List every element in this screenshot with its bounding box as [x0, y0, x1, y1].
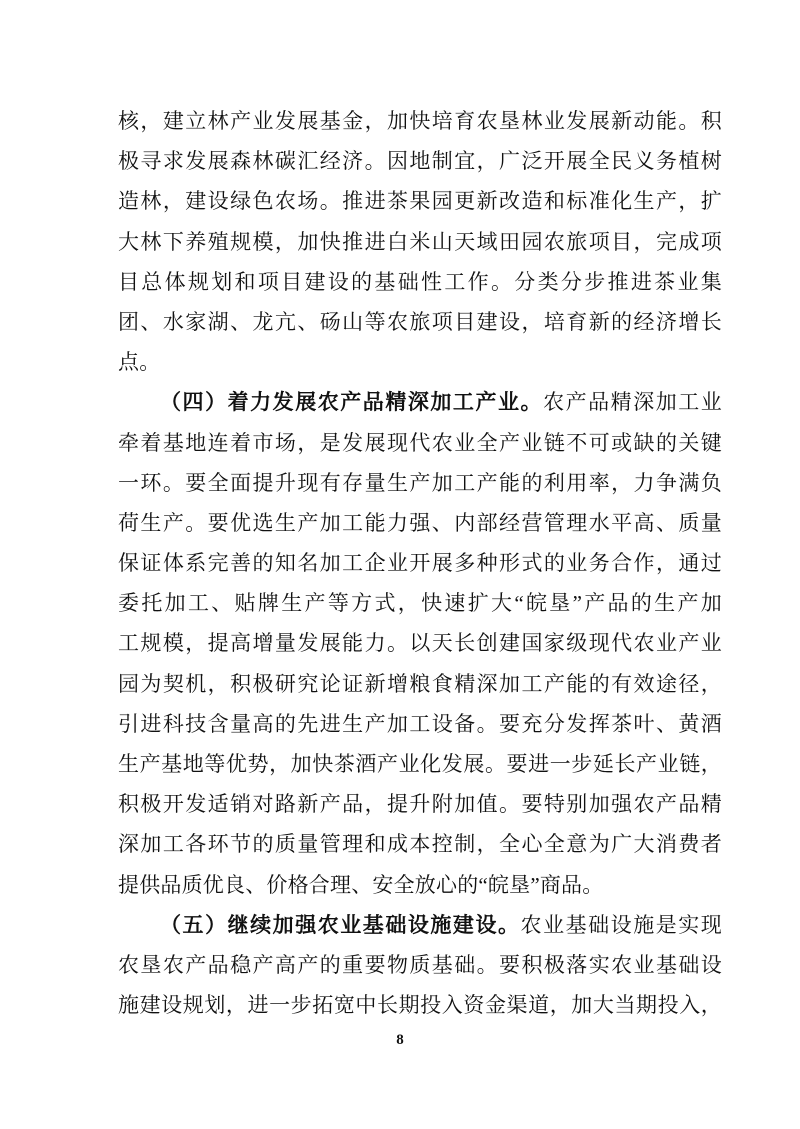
text-line [118, 905, 722, 945]
paragraph-continuation [118, 101, 722, 382]
body-text [118, 101, 722, 1025]
section-heading: （四）着力发展农产品精深加工产业。 [160, 390, 544, 415]
text-line: 工规模，提高增量发展能力。以天长创建国家级现代农业产业 [118, 631, 722, 656]
text-line: 一环。要全面提升现有存量生产加工产能的利用率，力争满负 [118, 470, 722, 495]
text-line: 积极开发适销对路新产品，提升附加值。要特别加强农产品精 [118, 792, 722, 817]
text-line: 施建设规划，进一步拓宽中长期投入资金渠道，加大当期投入， [118, 993, 722, 1018]
text-run: 农产品精深加工业 [543, 390, 722, 415]
text-line: 生产基地等优势，加快茶酒产业化发展。要进一步延长产业链， [118, 752, 722, 776]
text-line: 目总体规划和项目建设的基础性工作。分类分步推进茶业集 [118, 269, 722, 294]
section-heading: （五）继续加强农业基础设施建设。 [160, 912, 521, 937]
paragraph-section-5 [118, 905, 722, 1026]
text-line: 造林，建设绿色农场。推进茶果园更新改造和标准化生产，扩 [118, 189, 722, 214]
text-line: 引进科技含量高的先进生产加工设备。要充分发挥茶叶、黄酒 [118, 711, 722, 736]
text-line: 委托加工、贴牌生产等方式，快速扩大“皖垦”产品的生产加 [118, 591, 722, 616]
text-line: 团、水家湖、龙亢、砀山等农旅项目建设，培育新的经济增长 [118, 309, 722, 334]
text-line: 园为契机，积极研究论证新增粮食精深加工产能的有效途径， [118, 671, 722, 696]
text-line: 保证体系完善的知名加工企业开展多种形式的业务合作，通过 [118, 551, 722, 576]
text-line: 深加工各环节的质量管理和成本控制，全心全意为广大消费者 [118, 832, 722, 857]
text-line: 核，建立林产业发展基金，加快培育农垦林业发展新动能。积 [118, 109, 722, 133]
text-line: 荷生产。要优选生产加工能力强、内部经营管理水平高、质量 [118, 510, 722, 535]
text-line: 牵着基地连着市场，是发展现代农业全产业链不可或缺的关键 [118, 430, 722, 455]
text-line: 大林下养殖规模，加快推进白米山天域田园农旅项目，完成项 [118, 229, 722, 254]
text-line: 农垦农产品稳产高产的重要物质基础。要积极落实农业基础设 [118, 952, 722, 977]
text-line: 提供品质优良、价格合理、安全放心的“皖垦”商品。 [118, 872, 604, 897]
text-line: 极寻求发展森林碳汇经济。因地制宜，广泛开展全民义务植树 [118, 149, 722, 174]
text-line: 点。 [118, 350, 161, 375]
page-number: 8 [396, 1032, 404, 1048]
text-line [118, 382, 722, 422]
text-run: 农业基础设施是实现 [520, 912, 722, 937]
paragraph-section-4 [118, 382, 722, 904]
